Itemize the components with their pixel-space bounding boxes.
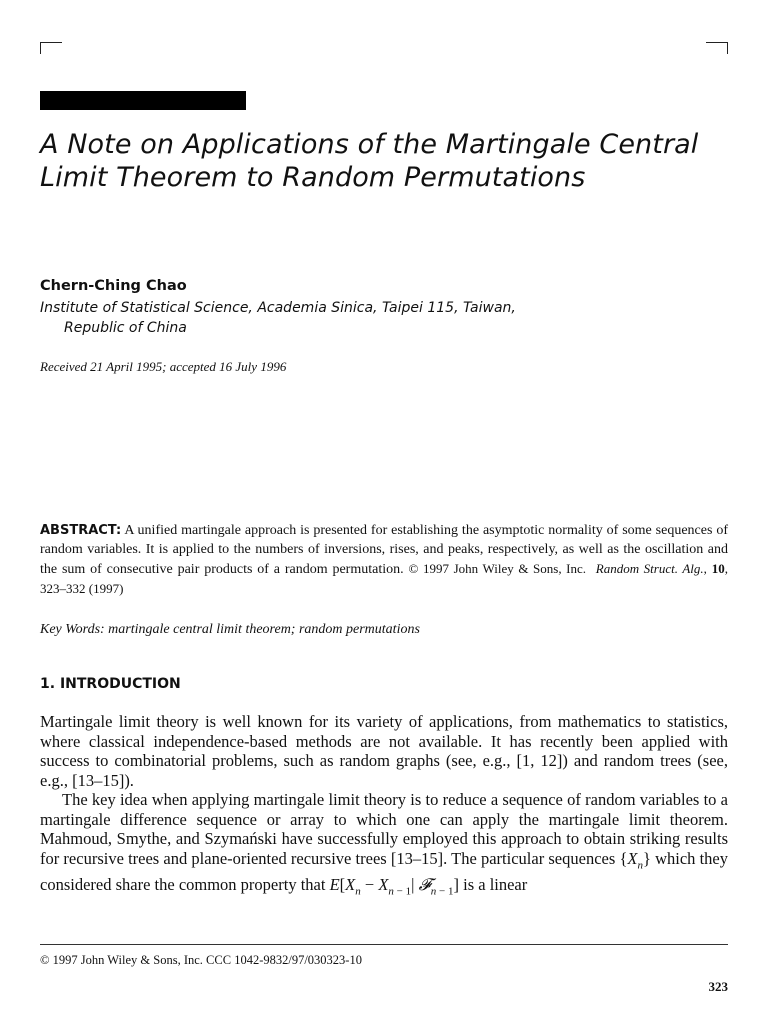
journal-volume: 10 [711,561,725,576]
abstract-text: A unified martingale approach is presented for establishing the asymptotic normality of some sequences of random variables. It is applied to the numbers of inversions, rises, and peaks, respectively, as well as the oscillation and the sum of consecutive pair products of a random permutation. [40,523,728,577]
section-title: INTRODUCTION [59,676,181,692]
abstract-copyright: © 1997 John Wiley & Sons, Inc. [408,561,587,576]
journal-pages: 323–332 (1997) [40,581,124,596]
section-heading [40,676,181,692]
author-name: Chern-Ching Chao [40,278,187,294]
body-text [40,712,728,902]
paragraph-2: The key idea when applying martingale limit theory is to reduce a sequence of random variables to a martingale difference sequence or array to which one can apply the martingale limit theorem. Mahmoud, Smythe, and Szymański have successfully employed this approach to obtain striking results for recursive trees and plane-oriented recursive trees [13–15]. The particular sequences $\{X_n\}$ which they considered share the common property that $E[X_n - X_{n - 1}|$ 𝓕$_{n - 1}$] is a linear [40,790,728,898]
paragraph-2-end: is a linear [463,875,528,895]
paragraph-2-start: The key idea when applying martingale limit theory is to reduce a sequence of random variables to a martingale difference sequence or array to which one can apply the martingale limit theorem. Mahmoud, Smythe, and Szymański have successfully employed this approach to obtain striking results for recursive trees and plane-oriented recursive trees [13–15]. The particular sequences [40,790,728,868]
journal-name: Random Struct. Alg. [595,561,704,576]
paragraph-2-middle: which they considered share the common property that [40,848,728,895]
crop-mark-top-left [40,42,62,43]
page-number: 323 [708,979,728,994]
crop-mark-top-right [706,42,728,43]
paragraph-1: Martingale limit theory is well known for its variety of applications, from mathematics to statistics, where classical independence-based methods are not available. It has recently been applied with success to combinatorial problems, such as random graphs (see, e.g., [1, 12]) and random trees (see, e.g., [13–15]). [40,712,728,790]
crop-mark-top-left [40,42,41,54]
section-number: 1. [40,676,56,692]
abstract-label: ABSTRACT: [40,523,122,538]
affiliation-line-2: Republic of China [64,320,187,336]
copyright-footnote: © 1997 John Wiley & Sons, Inc. CCC 1042-9832/97/030323-10 [40,953,362,967]
keywords: Key Words: martingale central limit theorem; random permutations [40,622,420,637]
header-bar [40,91,246,110]
footnote-rule [40,944,728,945]
received-date: Received 21 April 1995; accepted 16 July 1996 [40,359,287,374]
affiliation-line-1: Institute of Statistical Science, Academia Sinica, Taipei 115, Taiwan, [40,300,516,316]
crop-mark-top-right [727,42,728,54]
abstract: ABSTRACT: A unified martingale approach is presented for establishing the asymptotic normality of some sequences of random variables. It is applied to the numbers of inversions, rises, and peaks, respectively, as well as the oscillation and the sum of consecutive pair products of a random permutation. © 1997 John Wiley & Sons, Inc. Random Struct. Alg., 10, 323–332 (1997) [40,523,729,596]
author-affiliation [40,298,740,338]
paper-title: A Note on Applications of the Martingale Central Limit Theorem to Random Permutations [40,129,699,193]
